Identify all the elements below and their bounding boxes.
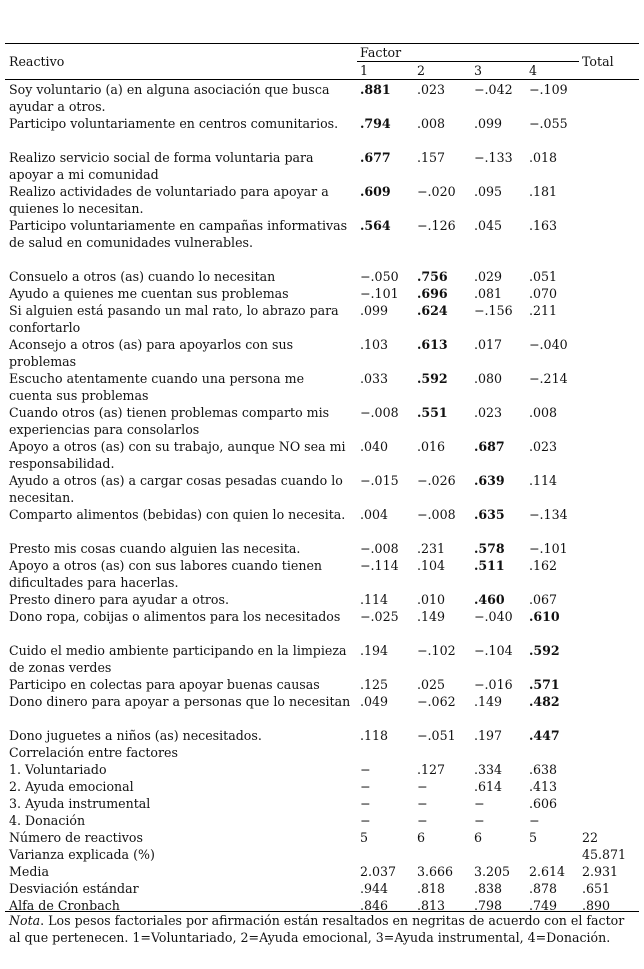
item-label: Si alguien está pasando un mal rato, lo abrazo para confortarlo (9, 303, 339, 335)
header-f2: 2 (417, 63, 426, 78)
loading-f1: .004 (360, 507, 389, 522)
item-label: Aconsejo a otros (as) para apoyarlos con sus problemas (9, 337, 294, 369)
correlation-label: 4. Donación (9, 813, 86, 828)
loading-f3: .045 (474, 218, 503, 233)
loading-f4: −.040 (529, 337, 568, 352)
correlation-f4: .413 (529, 779, 558, 794)
loading-f3: .080 (474, 371, 503, 386)
loading-f1: −.008 (360, 405, 399, 420)
loading-f3: −.133 (474, 150, 513, 165)
item-label: Comparto alimentos (bebidas) con quien lo necesita. (9, 507, 346, 522)
loading-f1: −.025 (360, 609, 399, 624)
item-label: Participo en colectas para apoyar buenas causas (9, 677, 320, 692)
stat-label: Media (9, 864, 49, 879)
loading-f3: −.040 (474, 609, 513, 624)
loading-f3: .687 (474, 439, 505, 454)
header-total: Total (582, 54, 614, 69)
header-f4: 4 (529, 63, 538, 78)
loading-f1: −.050 (360, 269, 399, 284)
item-label: Ayudo a quienes me cuentan sus problemas (9, 286, 289, 301)
correlation-f3: − (474, 796, 485, 811)
loading-f1: −.008 (360, 541, 399, 556)
loading-f2: .008 (417, 116, 446, 131)
stat-f4: 2.614 (529, 864, 566, 879)
loading-f4: .482 (529, 694, 560, 709)
loading-f2: .023 (417, 82, 446, 97)
item-label: Ayudo a otros (as) a cargar cosas pesadas cuando lo necesitan. (9, 473, 343, 505)
loading-f2: −.026 (417, 473, 456, 488)
correlation-f2: − (417, 813, 428, 828)
stat-f2: 6 (417, 830, 426, 845)
loading-f1: .564 (360, 218, 391, 233)
loading-f4: .162 (529, 558, 558, 573)
loading-f4: .067 (529, 592, 558, 607)
correlation-f4: .638 (529, 762, 558, 777)
correlation-f1: − (360, 796, 371, 811)
loading-f1: .099 (360, 303, 389, 318)
correlation-f3: .614 (474, 779, 503, 794)
loading-f2: −.102 (417, 643, 456, 658)
correlation-title: Correlación entre factores (9, 745, 178, 760)
loading-f2: −.062 (417, 694, 456, 709)
item-label: Soy voluntario (a) en alguna asociación que busca ayudar a otros. (9, 82, 330, 114)
item-label: Presto dinero para ayudar a otros. (9, 592, 229, 607)
correlation-f4: − (529, 813, 540, 828)
loading-f3: −.156 (474, 303, 513, 318)
loading-f2: .157 (417, 150, 446, 165)
stat-total: 2.931 (582, 864, 619, 879)
loading-f2: −.008 (417, 507, 456, 522)
correlation-f2: − (417, 796, 428, 811)
stat-f2: 3.666 (417, 864, 454, 879)
stat-f2: .813 (417, 898, 446, 913)
header-f3: 3 (474, 63, 483, 78)
loading-f4: .163 (529, 218, 558, 233)
stat-f1: .846 (360, 898, 389, 913)
loading-f4: −.101 (529, 541, 568, 556)
loading-f2: −.020 (417, 184, 456, 199)
stat-label: Varianza explicada (%) (9, 847, 155, 862)
note-label: Nota (9, 913, 41, 928)
loading-f4: .008 (529, 405, 558, 420)
loading-f4: −.055 (529, 116, 568, 131)
stat-f4: .749 (529, 898, 558, 913)
stat-f1: 2.037 (360, 864, 397, 879)
stat-total: .890 (582, 898, 611, 913)
loading-f3: .017 (474, 337, 503, 352)
note-text: . Los pesos factoriales por afirmación están resaltados en negritas de acuerdo con el factor al que pertenecen. 1=Voluntariado, 2=Ayuda emocional, 3=Ayuda instrumental, 4=Donación. (9, 913, 625, 945)
loading-f4: −.214 (529, 371, 568, 386)
correlation-f2: − (417, 779, 428, 794)
loading-f4: .181 (529, 184, 558, 199)
item-label: Participo voluntariamente en centros comunitarios. (9, 116, 339, 131)
loading-f1: .125 (360, 677, 389, 692)
stat-total: 22 (582, 830, 599, 845)
stat-f4: .878 (529, 881, 558, 896)
loading-f1: .103 (360, 337, 389, 352)
loading-f2: −.051 (417, 728, 456, 743)
loading-f1: .794 (360, 116, 391, 131)
loading-f2: −.126 (417, 218, 456, 233)
top-rule (5, 43, 639, 44)
correlation-label: 1. Voluntariado (9, 762, 107, 777)
loading-f1: .194 (360, 643, 389, 658)
loading-f4: .447 (529, 728, 560, 743)
loading-f1: .033 (360, 371, 389, 386)
loading-f2: .016 (417, 439, 446, 454)
loading-f3: .023 (474, 405, 503, 420)
item-label: Apoyo a otros (as) con su trabajo, aunque NO sea mi responsabilidad. (9, 439, 346, 471)
correlation-f4: .606 (529, 796, 558, 811)
loading-f2: .756 (417, 269, 448, 284)
loading-f3: .511 (474, 558, 505, 573)
loading-f3: .029 (474, 269, 503, 284)
loading-f2: .104 (417, 558, 446, 573)
loading-f3: .149 (474, 694, 503, 709)
correlation-f1: − (360, 779, 371, 794)
item-label: Dono ropa, cobijas o alimentos para los necesitados (9, 609, 341, 624)
loading-f4: −.134 (529, 507, 568, 522)
loading-f3: .635 (474, 507, 505, 522)
correlation-f3: .334 (474, 762, 503, 777)
loading-f4: .610 (529, 609, 560, 624)
loading-f4: .018 (529, 150, 558, 165)
loading-f2: .592 (417, 371, 448, 386)
header-factor: Factor (360, 45, 402, 60)
loading-f3: .578 (474, 541, 505, 556)
loading-f3: .639 (474, 473, 505, 488)
item-label: Realizo servicio social de forma voluntaria para apoyar a mi comunidad (9, 150, 314, 182)
loading-f3: −.016 (474, 677, 513, 692)
loading-f3: .197 (474, 728, 503, 743)
correlation-f3: − (474, 813, 485, 828)
loading-f4: .023 (529, 439, 558, 454)
loading-f4: .070 (529, 286, 558, 301)
item-label: Consuelo a otros (as) cuando lo necesitan (9, 269, 276, 284)
stat-label: Desviación estándar (9, 881, 139, 896)
stat-f3: 3.205 (474, 864, 511, 879)
loading-f3: .095 (474, 184, 503, 199)
stat-f1: 5 (360, 830, 369, 845)
loading-f1: −.114 (360, 558, 399, 573)
loading-f3: −.042 (474, 82, 513, 97)
item-label: Dono dinero para apoyar a personas que lo necesitan (9, 694, 351, 709)
loading-f4: .211 (529, 303, 558, 318)
loading-f2: .624 (417, 303, 448, 318)
item-label: Cuido el medio ambiente participando en la limpieza de zonas verdes (9, 643, 347, 675)
correlation-f1: − (360, 813, 371, 828)
loading-f4: −.109 (529, 82, 568, 97)
item-label: Dono juguetes a niños (as) necesitados. (9, 728, 262, 743)
item-label: Presto mis cosas cuando alguien las necesita. (9, 541, 301, 556)
loading-f2: .149 (417, 609, 446, 624)
stat-label: Número de reactivos (9, 830, 143, 845)
loading-f1: −.101 (360, 286, 399, 301)
loading-f3: .099 (474, 116, 503, 131)
correlation-label: 3. Ayuda instrumental (9, 796, 151, 811)
loading-f2: .231 (417, 541, 446, 556)
loading-f2: .025 (417, 677, 446, 692)
loading-f4: .051 (529, 269, 558, 284)
stat-label: Alfa de Cronbach (9, 898, 120, 913)
loading-f1: .677 (360, 150, 391, 165)
loading-f4: .571 (529, 677, 560, 692)
item-label: Apoyo a otros (as) con sus labores cuando tienen dificultades para hacerlas. (9, 558, 323, 590)
stat-f3: .798 (474, 898, 503, 913)
loading-f1: −.015 (360, 473, 399, 488)
loading-f3: .081 (474, 286, 503, 301)
table-note (9, 912, 631, 946)
stat-total: 45.871 (582, 847, 627, 862)
loading-f2: .551 (417, 405, 448, 420)
loading-f3: −.104 (474, 643, 513, 658)
stat-f4: 5 (529, 830, 538, 845)
header-rule (5, 79, 639, 80)
stat-total: .651 (582, 881, 611, 896)
item-label: Realizo actividades de voluntariado para apoyar a quienes lo necesitan. (9, 184, 329, 216)
stat-f3: 6 (474, 830, 483, 845)
correlation-label: 2. Ayuda emocional (9, 779, 134, 794)
stat-f3: .838 (474, 881, 503, 896)
loading-f4: .114 (529, 473, 558, 488)
loading-f1: .881 (360, 82, 391, 97)
loading-f1: .609 (360, 184, 391, 199)
item-label: Escucho atentamente cuando una persona me cuenta sus problemas (9, 371, 305, 403)
loading-f1: .118 (360, 728, 389, 743)
correlation-f1: − (360, 762, 371, 777)
item-label: Participo voluntariamente en campañas informativas de salud en comunidades vulnerables. (9, 218, 348, 250)
loading-f3: .460 (474, 592, 505, 607)
stat-f2: .818 (417, 881, 446, 896)
loading-f1: .114 (360, 592, 389, 607)
loading-f2: .010 (417, 592, 446, 607)
correlation-f2: .127 (417, 762, 446, 777)
loading-f1: .049 (360, 694, 389, 709)
loading-f4: .592 (529, 643, 560, 658)
item-label: Cuando otros (as) tienen problemas comparto mis experiencias para consolarlos (9, 405, 330, 437)
header-reactivo: Reactivo (9, 54, 65, 69)
loading-f2: .613 (417, 337, 448, 352)
loading-f1: .040 (360, 439, 389, 454)
factor-rule (357, 61, 579, 62)
header-f1: 1 (360, 63, 369, 78)
stat-f1: .944 (360, 881, 389, 896)
loading-f2: .696 (417, 286, 448, 301)
